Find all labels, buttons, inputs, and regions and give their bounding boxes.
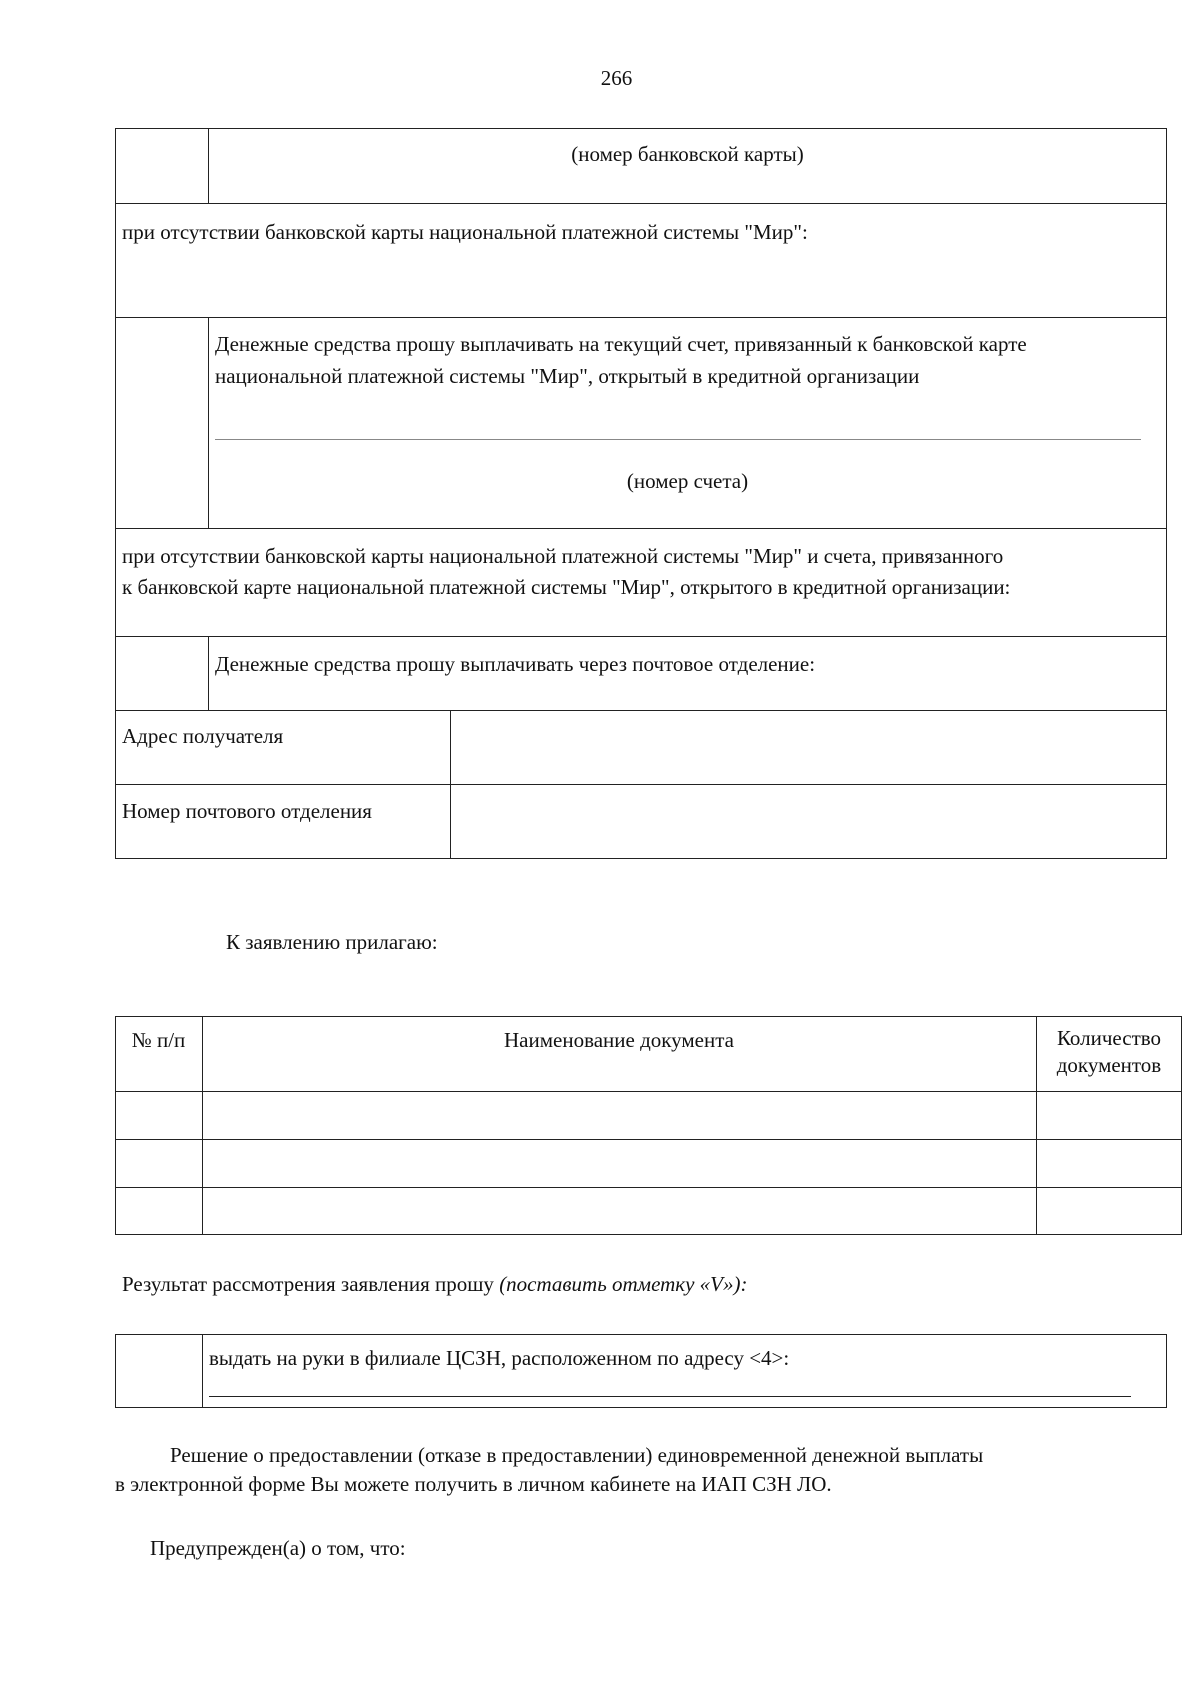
header-number: № п/п xyxy=(131,1028,186,1052)
account-option-line2: национальной платежной системы "Мир", открытый в кредитной организации xyxy=(215,364,920,388)
header-count-line1: Количество xyxy=(1056,1026,1162,1050)
result-option-text: выдать на руки в филиале ЦСЗН, расположенном по адресу <4>: xyxy=(209,1346,790,1370)
column-divider xyxy=(208,636,209,710)
row-divider xyxy=(115,636,1167,637)
post-option-checkbox[interactable] xyxy=(115,636,208,710)
column-divider xyxy=(202,1334,203,1408)
header-document-name: Наименование документа xyxy=(504,1028,734,1052)
attachment-row-3[interactable] xyxy=(116,1188,1181,1234)
attachments-intro: К заявлению прилагаю: xyxy=(226,930,438,954)
page-number: 266 xyxy=(600,66,633,90)
result-address-underline xyxy=(209,1396,1131,1397)
post-office-number-field[interactable] xyxy=(451,785,1166,858)
result-option-checkbox[interactable] xyxy=(115,1334,202,1408)
recipient-address-label: Адрес получателя xyxy=(122,724,284,748)
post-office-number-label: Номер почтового отделения xyxy=(122,799,372,823)
account-number-underline xyxy=(215,439,1141,440)
recipient-address-field[interactable] xyxy=(451,711,1166,784)
attachment-row-1[interactable] xyxy=(116,1092,1181,1139)
header-count-line2: документов xyxy=(1056,1053,1162,1077)
account-number-caption: (номер счета) xyxy=(626,469,749,493)
account-option-checkbox[interactable] xyxy=(115,317,208,528)
no-card-no-account-line2: к банковской карте национальной платежной системы "Мир", открытого в кредитной организации: xyxy=(122,575,1011,599)
result-address-field[interactable] xyxy=(209,1374,1131,1396)
result-heading xyxy=(122,1268,748,1300)
warning-text: Предупрежден(а) о том, что: xyxy=(150,1536,406,1560)
row-divider xyxy=(115,528,1167,529)
attachment-row-2[interactable] xyxy=(116,1140,1181,1187)
no-card-no-account-line1: при отсутствии банковской карты национальной платежной системы "Мир" и счета, привязанного xyxy=(122,544,1004,568)
account-number-field[interactable] xyxy=(215,405,1141,439)
decision-note-line2: в электронной форме Вы можете получить в личном кабинете на ИАП СЗН ЛО. xyxy=(115,1472,832,1496)
account-option-line1: Денежные средства прошу выплачивать на текущий счет, привязанный к банковской карте xyxy=(215,332,1027,356)
result-instruction: (поставить отметку «V»): xyxy=(499,1272,748,1296)
result-label: Результат рассмотрения заявления прошу xyxy=(122,1272,494,1296)
card-option-checkbox[interactable] xyxy=(115,128,208,203)
post-option-label: Денежные средства прошу выплачивать через почтовое отделение: xyxy=(215,652,816,676)
no-card-heading: при отсутствии банковской карты национальной платежной системы "Мир": xyxy=(122,220,808,244)
row-divider xyxy=(115,317,1167,318)
card-number-caption: (номер банковской карты) xyxy=(571,142,804,166)
row-divider xyxy=(115,203,1167,204)
decision-note-line1: Решение о предоставлении (отказе в предоставлении) единовременной денежной выплаты xyxy=(170,1443,984,1467)
